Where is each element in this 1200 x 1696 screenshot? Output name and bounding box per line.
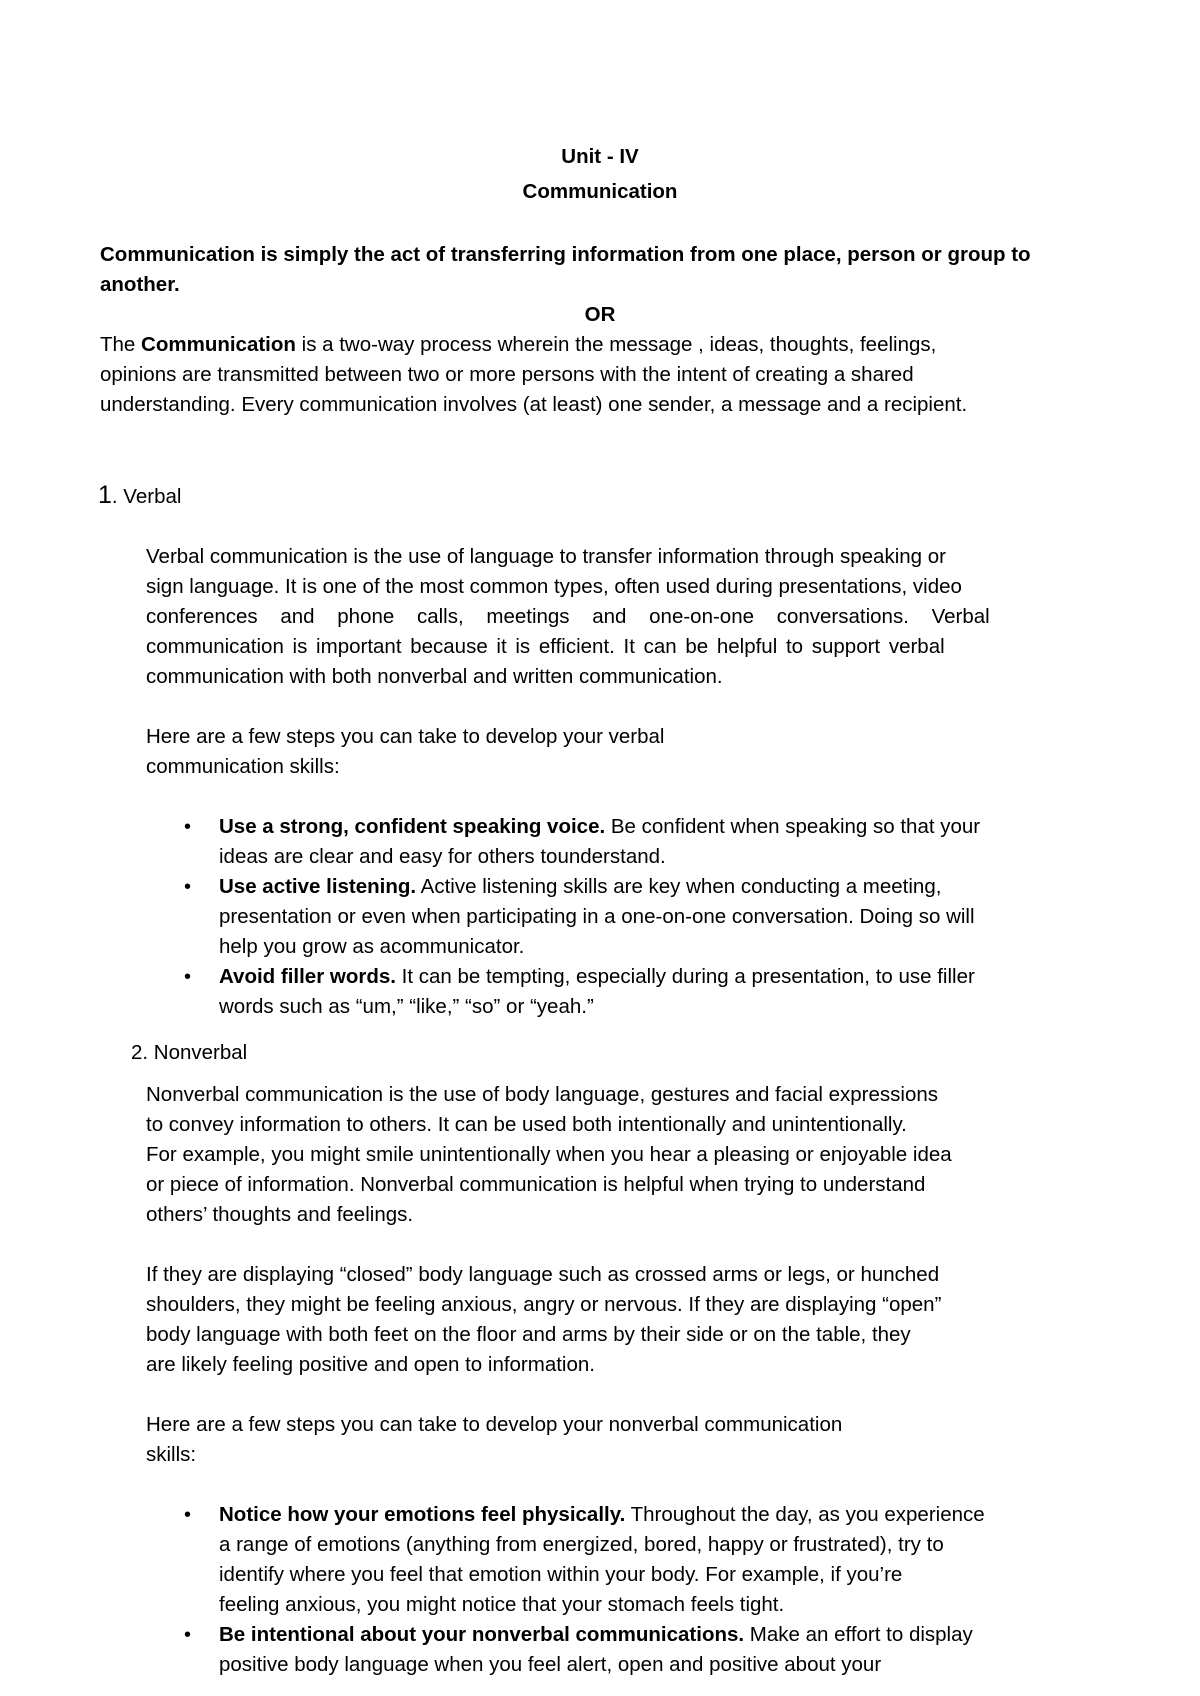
bullet-icon: • [184,1504,192,1526]
list-item-continuation: help you grow as acommunicator. [219,935,525,958]
definition-bold-line-1: Communication is simply the act of transferring information from one place, person or group to [100,243,1031,266]
list-item: Avoid filler words. It can be tempting, especially during a presentation, to use filler [219,965,975,988]
nonverbal-paragraph-line: Nonverbal communication is the use of body language, gestures and facial expressions [146,1083,938,1106]
bullet-icon: • [184,966,192,988]
list-item: Notice how your emotions feel physically. Throughout the day, as you experience [219,1503,985,1526]
list-item: Be intentional about your nonverbal communications. Make an effort to display [219,1623,973,1646]
list-item-continuation: a range of emotions (anything from energized, bored, happy or frustrated), try to [219,1533,944,1556]
bullet-icon: • [184,1624,192,1646]
bullet-icon: • [184,876,192,898]
nonverbal-paragraph-line: For example, you might smile unintentionally when you hear a pleasing or enjoyable idea [146,1143,952,1166]
section-heading-verbal: 1. Verbal [98,481,182,509]
list-item-continuation: presentation or even when participating in a one-on-one conversation. Doing so will [219,905,975,928]
verbal-steps-intro: Here are a few steps you can take to develop your verbal [146,725,665,748]
verbal-paragraph-line: communication with both nonverbal and written communication. [146,665,723,688]
verbal-paragraph-line: conferences and phone calls, meetings and one-on-one conversations. Verbal [146,605,990,628]
list-item-continuation: identify where you feel that emotion within your body. For example, if you’re [219,1563,903,1586]
nonverbal-paragraph-line: are likely feeling positive and open to information. [146,1353,595,1376]
verbal-steps-intro: communication skills: [146,755,340,778]
list-item-continuation: feeling anxious, you might notice that your stomach feels tight. [219,1593,785,1616]
nonverbal-paragraph-line: or piece of information. Nonverbal communication is helpful when trying to understand [146,1173,926,1196]
nonverbal-steps-intro: skills: [146,1443,197,1466]
nonverbal-paragraph-line: others’ thoughts and feelings. [146,1203,414,1226]
section-heading-nonverbal: 2. Nonverbal [131,1041,248,1064]
list-item: Use a strong, confident speaking voice. Be confident when speaking so that your [219,815,981,838]
definition-paragraph-line-1: The Communication is a two-way process wherein the message , ideas, thoughts, feelings, [100,333,937,356]
nonverbal-paragraph-line: to convey information to others. It can be used both intentionally and unintentionally. [146,1113,907,1136]
verbal-paragraph-line: Verbal communication is the use of language to transfer information through speaking or [146,545,946,568]
unit-title: Unit - IV [561,145,639,168]
list-item-continuation: ideas are clear and easy for others tounderstand. [219,845,666,868]
page-title: Communication [522,180,678,203]
definition-bold-line-2: another. [100,273,180,296]
list-item: Use active listening. Active listening skills are key when conducting a meeting, [219,875,942,898]
or-separator: OR [584,303,616,326]
nonverbal-steps-intro: Here are a few steps you can take to develop your nonverbal communication [146,1413,843,1436]
list-item-continuation: words such as “um,” “like,” “so” or “yeah.” [219,995,594,1018]
verbal-paragraph-line: communication is important because it is efficient. It can be helpful to support verbal [146,635,945,658]
bullet-icon: • [184,816,192,838]
verbal-paragraph-line: sign language. It is one of the most common types, often used during presentations, video [146,575,962,598]
definition-paragraph-line-2: opinions are transmitted between two or more persons with the intent of creating a shared [100,363,914,386]
list-item-continuation: positive body language when you feel alert, open and positive about your [219,1653,882,1676]
definition-paragraph-line-3: understanding. Every communication involves (at least) one sender, a message and a recipient. [100,393,968,416]
nonverbal-paragraph-line: body language with both feet on the floor and arms by their side or on the table, they [146,1323,911,1346]
nonverbal-paragraph-line: shoulders, they might be feeling anxious, angry or nervous. If they are displaying “open” [146,1293,942,1316]
nonverbal-paragraph-line: If they are displaying “closed” body language such as crossed arms or legs, or hunched [146,1263,940,1286]
